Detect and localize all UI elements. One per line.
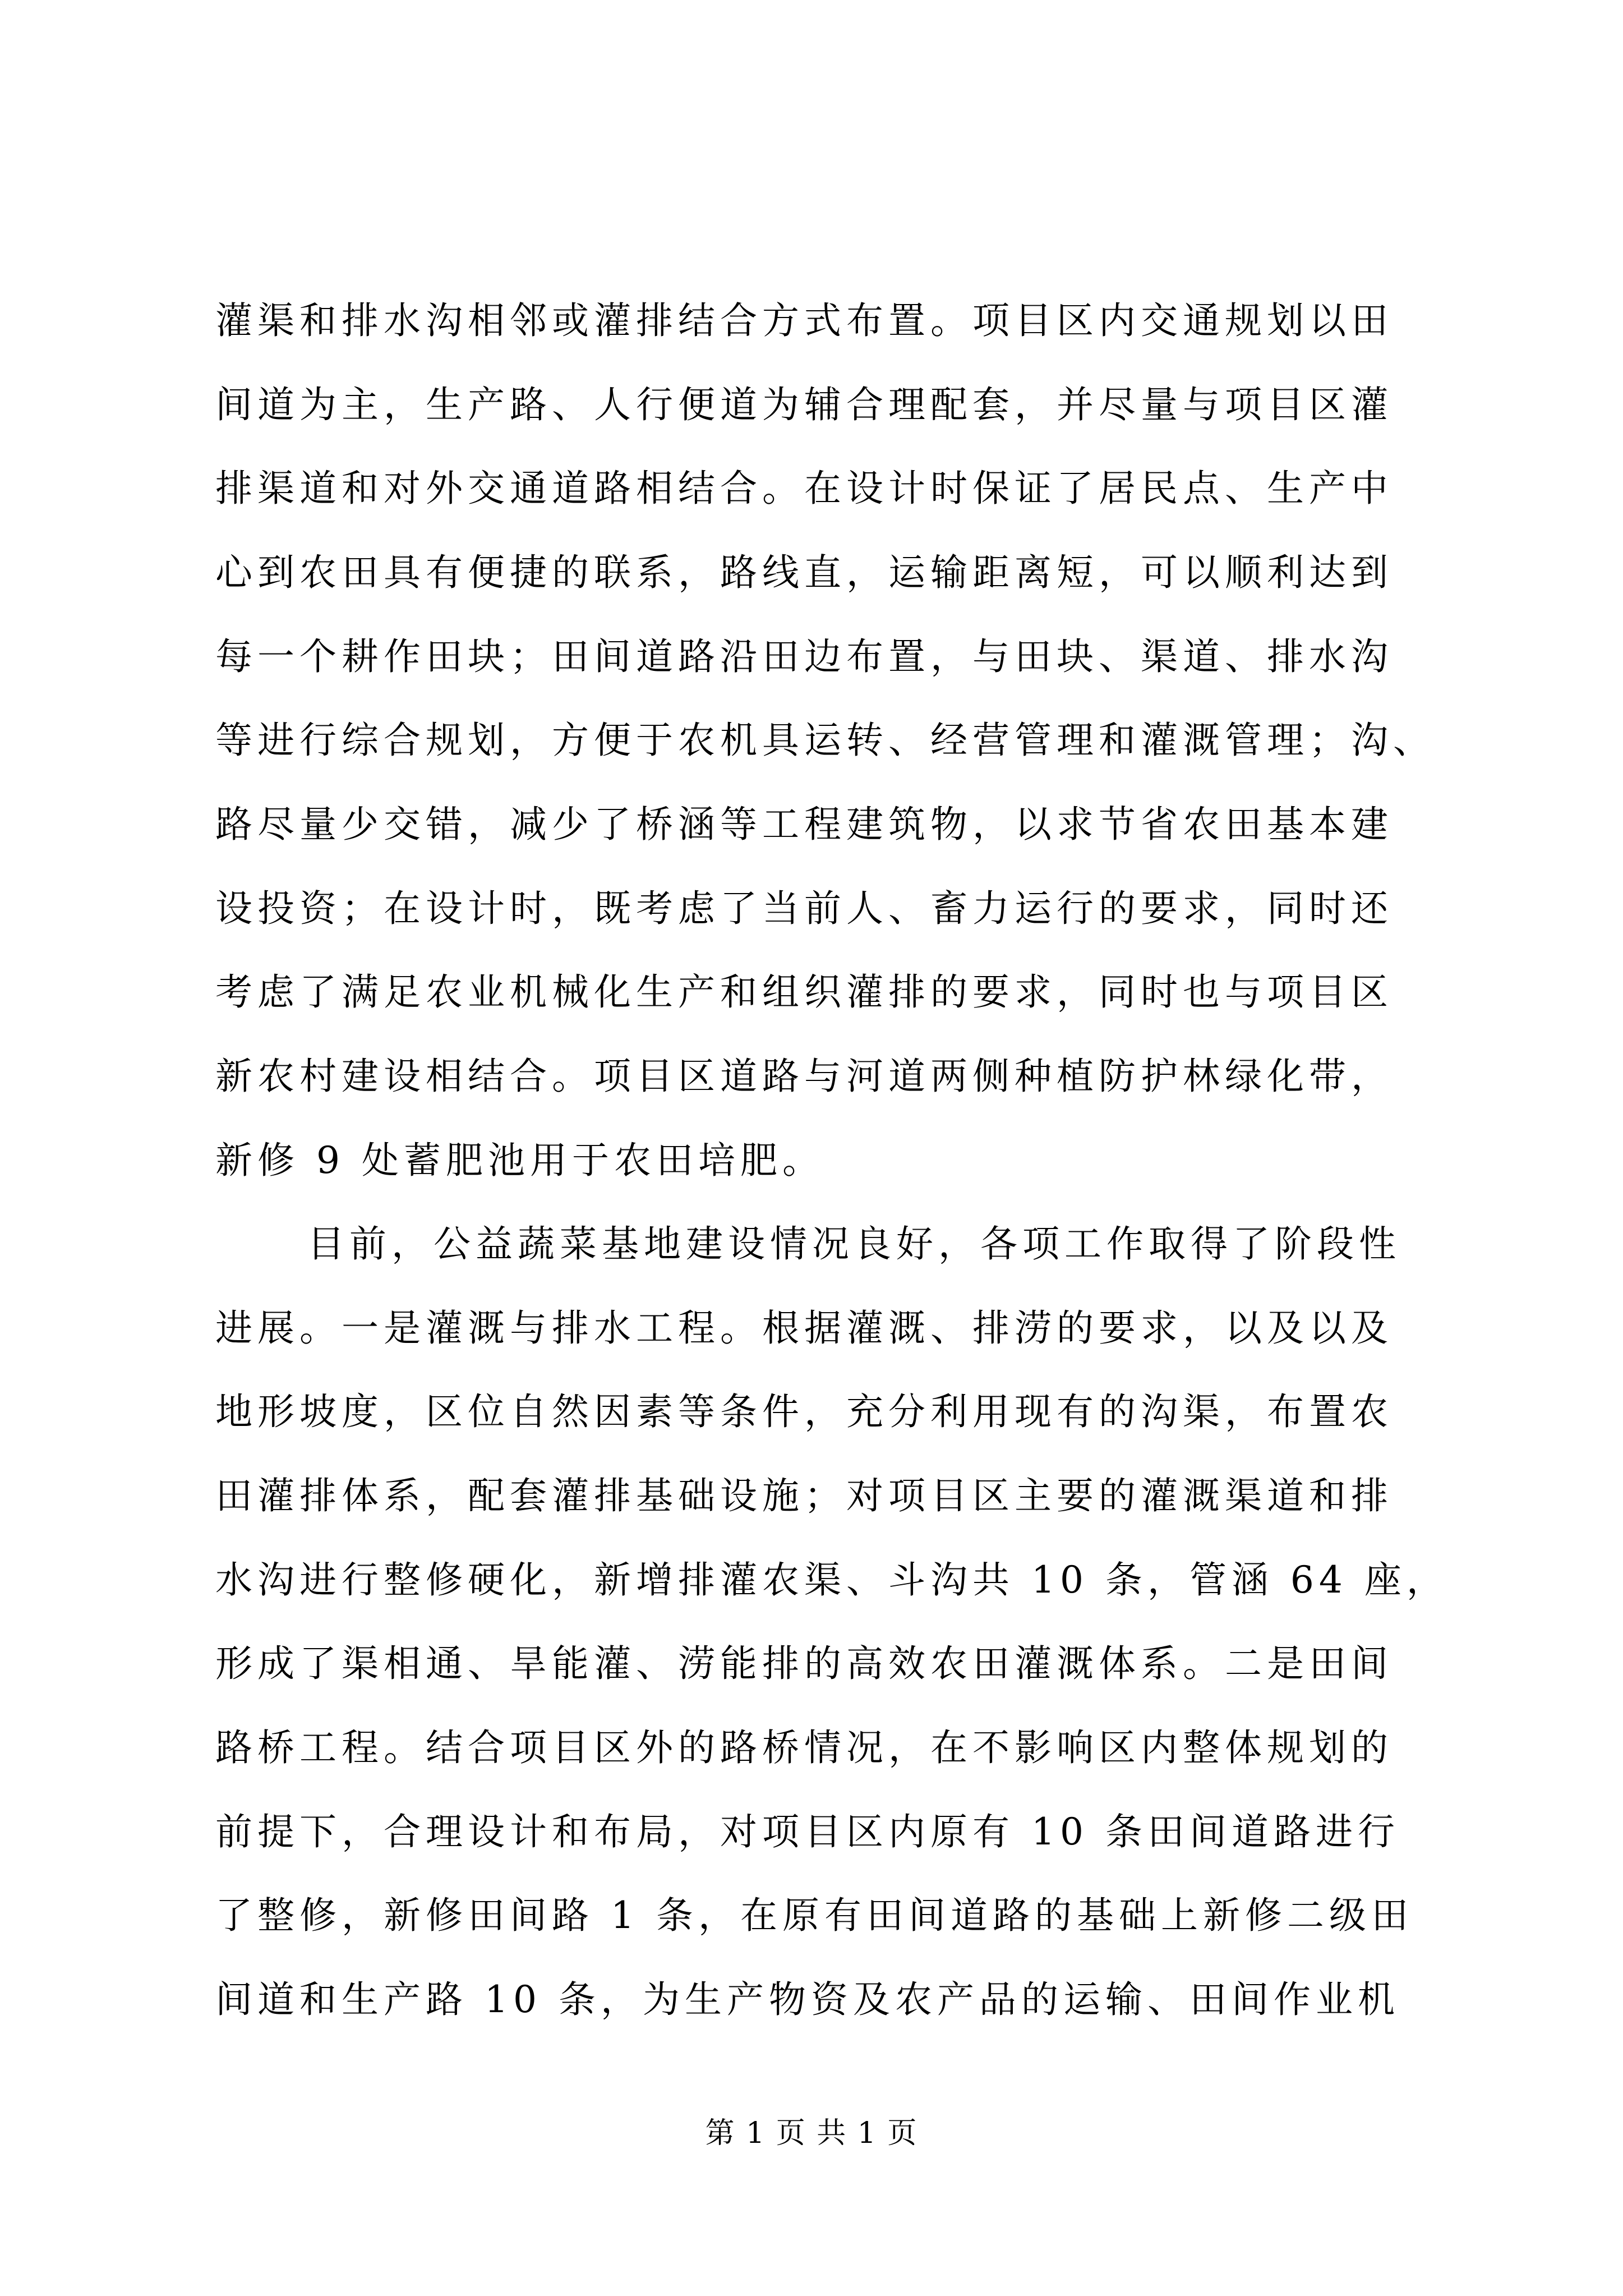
text-line: 心到农田具有便捷的联系，路线直，运输距离短，可以顺利达到 (215, 551, 1393, 594)
text-line: 田灌排体系，配套灌排基础设施；对项目区主要的灌溉渠道和排 (215, 1474, 1393, 1517)
text-line: 新修 9 处蓄肥池用于农田培肥。 (215, 1139, 824, 1182)
text-line: 了整修，新修田间路 1 条，在原有田间道路的基础上新修二级田 (215, 1894, 1413, 1937)
text-line: 灌渠和排水沟相邻或灌排结合方式布置。项目区内交通规划以田 (215, 299, 1393, 342)
text-line: 水沟进行整修硬化，新增排灌农渠、斗沟共 10 条，管涵 64 座， (215, 1558, 1449, 1602)
paragraph-first-line: 目前，公益蔬菜基地建设情况良好，各项工作取得了阶段性 (307, 1222, 1401, 1266)
text-line: 形成了渠相通、旱能灌、涝能排的高效农田灌溉体系。二是田间 (215, 1642, 1393, 1685)
page-footer: 第 1 页 共 1 页 (705, 2116, 918, 2150)
text-line: 前提下，合理设计和布局，对项目区内原有 10 条田间道路进行 (215, 1810, 1400, 1853)
text-line: 排渠道和对外交通道路相结合。在设计时保证了居民点、生产中 (215, 467, 1393, 510)
text-line: 考虑了满足农业机械化生产和组织灌排的要求，同时也与项目区 (215, 970, 1393, 1014)
text-line: 进展。一是灌溉与排水工程。根据灌溉、排涝的要求，以及以及 (215, 1306, 1393, 1350)
text-line: 等进行综合规划，方便于农机具运转、经营管理和灌溉管理；沟、 (215, 719, 1435, 762)
text-line: 设投资；在设计时，既考虑了当前人、畜力运行的要求，同时还 (215, 887, 1393, 930)
text-line: 新农村建设相结合。项目区道路与河道两侧种植防护林绿化带， (215, 1055, 1393, 1098)
text-line: 间道和生产路 10 条，为生产物资及农产品的运输、田间作业机 (215, 1978, 1400, 2021)
text-line: 路桥工程。结合项目区外的路桥情况，在不影响区内整体规划的 (215, 1726, 1393, 1769)
text-line: 每一个耕作田块；田间道路沿田边布置，与田块、渠道、排水沟 (215, 635, 1393, 678)
text-line: 路尽量少交错，减少了桥涵等工程建筑物，以求节省农田基本建 (215, 803, 1393, 846)
text-line: 地形坡度，区位自然因素等条件，充分利用现有的沟渠，布置农 (215, 1390, 1393, 1433)
text-line: 间道为主，生产路、人行便道为辅合理配套，并尽量与项目区灌 (215, 383, 1393, 426)
